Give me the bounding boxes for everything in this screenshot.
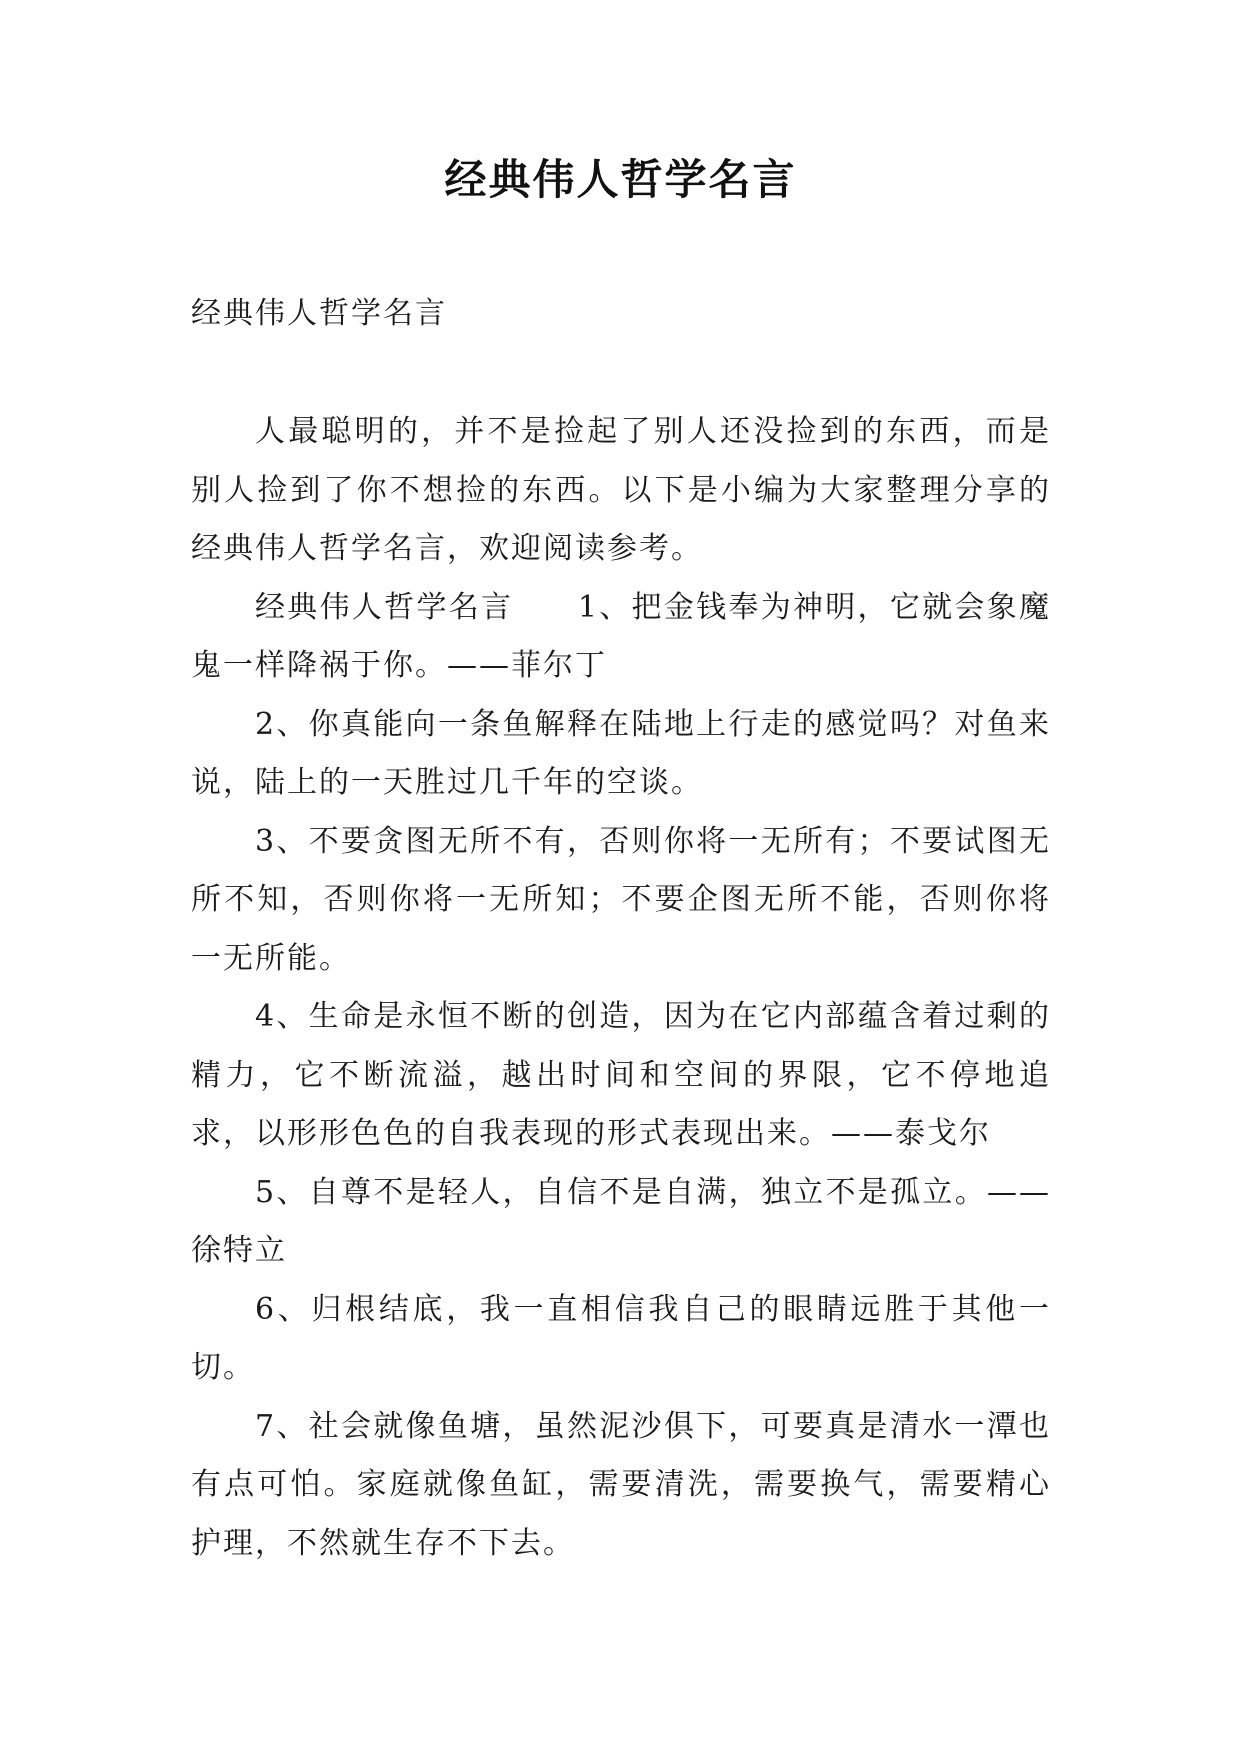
quote-paragraph-4: 4、生命是永恒不断的创造，因为在它内部蕴含着过剩的精力，它不断流溢，越出时间和空间的界限，它不停地追求，以形形色色的自我表现的形式表现出来。——泰戈尔 [191, 999, 1051, 1151]
quote-paragraph-5: 5、自尊不是轻人，自信不是自满，独立不是孤立。——徐特立 [191, 1174, 1051, 1268]
intro-paragraph: 人最聪明的，并不是捡起了别人还没捡到的东西，而是别人捡到了你不想捡的东西。以下是小编为大家整理分享的经典伟人哲学名言，欢迎阅读参考。 [191, 414, 1051, 566]
quote-paragraph-6: 6、归根结底，我一直相信我自己的眼睛远胜于其他一切。 [191, 1291, 1051, 1385]
quote-paragraph-3: 3、不要贪图无所不有，否则你将一无所有；不要试图无所不知，否则你将一无所知；不要企图无所不能，否则你将一无所能。 [191, 823, 1051, 976]
document-subtitle: 经典伟人哲学名言 [191, 296, 447, 331]
quote-paragraph-7: 7、社会就像鱼塘，虽然泥沙俱下，可要真是清水一潭也有点可怕。家庭就像鱼缸，需要清洗，需要换气，需要精心护理，不然就生存不下去。 [191, 1408, 1051, 1561]
quote-paragraph-1: 经典伟人哲学名言 1、把金钱奉为神明，它就会象魔鬼一样降祸于你。——菲尔丁 [191, 589, 1051, 683]
quote-paragraph-2: 2、你真能向一条鱼解释在陆地上行走的感觉吗？对鱼来说，陆上的一天胜过几千年的空谈。 [191, 706, 1051, 800]
document-title: 经典伟人哲学名言 [444, 155, 797, 204]
document-body [191, 403, 1051, 1573]
